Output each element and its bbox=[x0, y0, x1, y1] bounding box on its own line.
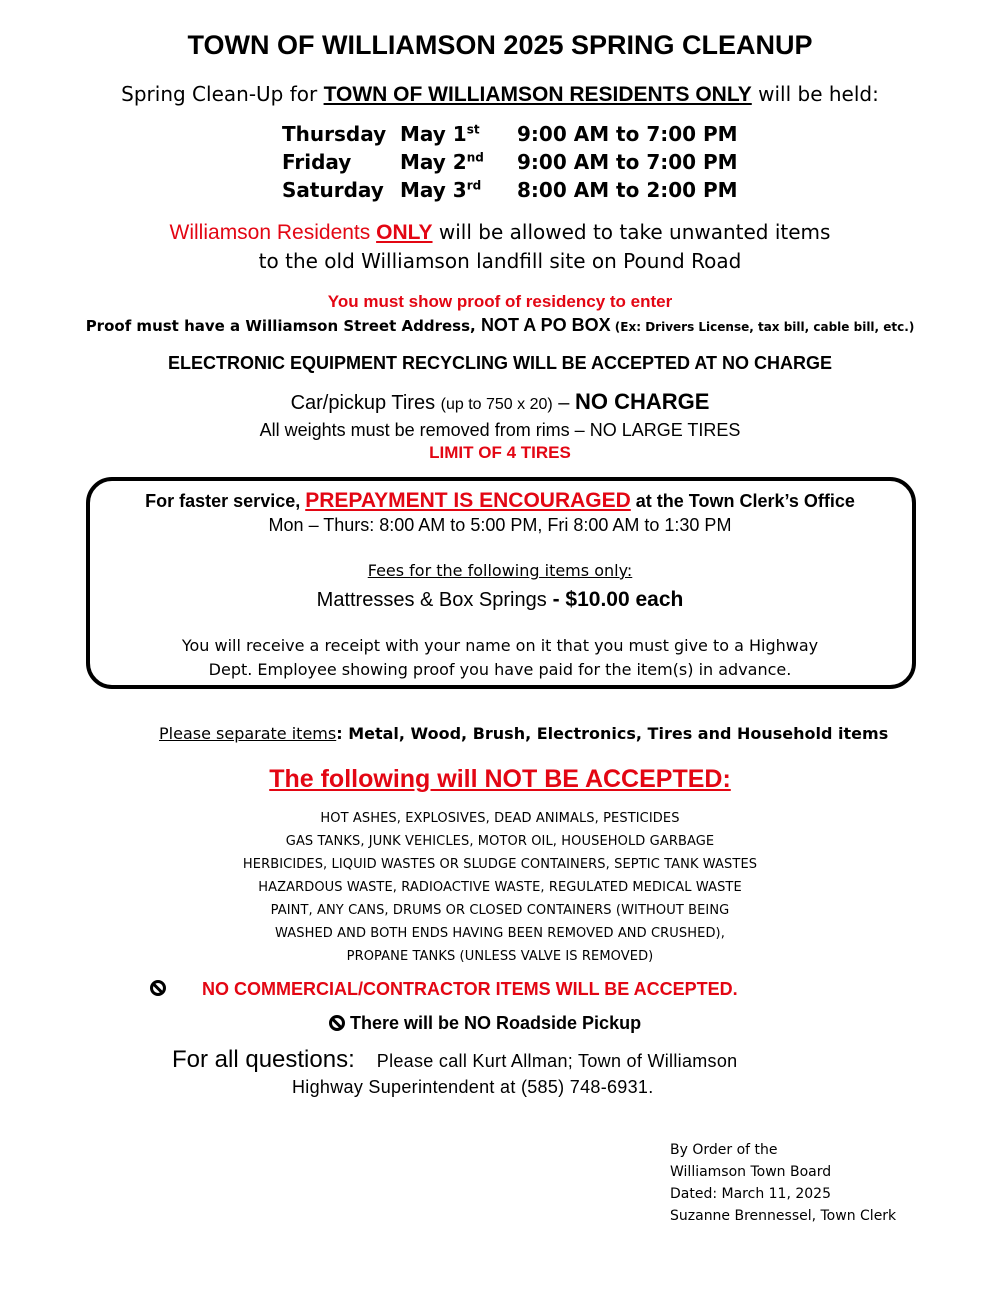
schedule-row-thursday bbox=[282, 122, 762, 150]
residents-red: Williamson Residents bbox=[169, 221, 377, 244]
fees-label: Fees for the following items only: bbox=[367, 561, 633, 580]
schedule-time: 9:00 AM to 7:00 PM bbox=[517, 122, 738, 146]
tires-line bbox=[0, 389, 1000, 415]
tires-dash: – bbox=[552, 392, 575, 414]
no-roadside-notice: There will be NO Roadside Pickup bbox=[350, 1013, 642, 1033]
schedule-day: Thursday bbox=[282, 122, 387, 146]
intro-line bbox=[0, 82, 1000, 107]
questions-line-2: Highway Superintendent at (585) 748-6931. bbox=[292, 1077, 654, 1097]
not-accepted-line: HOT ASHES, EXPLOSIVES, DEAD ANIMALS, PESTICIDES bbox=[320, 811, 680, 826]
questions-line bbox=[172, 1046, 737, 1074]
intro-pre: Spring Clean-Up for bbox=[121, 82, 324, 106]
fees-item: Mattresses & Box Springs bbox=[316, 589, 547, 611]
proof-bold: NOT A PO BOX bbox=[480, 315, 611, 335]
schedule-time: 8:00 AM to 2:00 PM bbox=[517, 178, 738, 202]
questions-text: Please call Kurt Allman; Town of Williamson bbox=[376, 1051, 738, 1071]
fees-price: - $10.00 each bbox=[546, 588, 684, 611]
electronics-notice: ELECTRONIC EQUIPMENT RECYCLING WILL BE ACCEPTED AT NO CHARGE bbox=[167, 353, 832, 373]
prepay-pre: For faster service, bbox=[145, 491, 306, 511]
fees-item-line bbox=[0, 588, 1000, 612]
schedule-row-friday bbox=[282, 150, 762, 178]
proof-line bbox=[0, 315, 1000, 336]
intro-bold: TOWN OF WILLIAMSON RESIDENTS ONLY bbox=[323, 83, 752, 106]
not-accepted-line: PROPANE TANKS (UNLESS VALVE IS REMOVED) bbox=[346, 949, 654, 964]
not-accepted-line: HERBICIDES, LIQUID WASTES OR SLUDGE CONTAINERS, SEPTIC TANK WASTES bbox=[242, 857, 758, 872]
proof-heading: You must show proof of residency to enter bbox=[327, 292, 673, 311]
not-accepted-heading: The following will NOT BE ACCEPTED: bbox=[269, 765, 731, 793]
schedule-date: May 2nd bbox=[400, 150, 484, 174]
no-symbol-icon bbox=[150, 980, 166, 996]
schedule-date: May 1st bbox=[400, 122, 480, 146]
signature-line: Dated: March 11, 2025 bbox=[670, 1186, 831, 1202]
prepay-post: at the Town Clerk’s Office bbox=[630, 491, 855, 511]
proof-pre: Proof must have a Williamson Street Address, bbox=[85, 317, 481, 335]
schedule-date: May 3rd bbox=[400, 178, 482, 202]
not-accepted-line: PAINT, ANY CANS, DRUMS OR CLOSED CONTAINERS (WITHOUT BEING bbox=[270, 903, 730, 918]
schedule bbox=[282, 122, 762, 212]
tires-size: (up to 750 x 20) bbox=[440, 396, 553, 413]
tires-weights: All weights must be removed from rims – NO LARGE TIRES bbox=[259, 420, 741, 440]
signature-line: Suzanne Brennessel, Town Clerk bbox=[670, 1208, 897, 1224]
schedule-day: Friday bbox=[282, 150, 352, 174]
separate-list: : Metal, Wood, Brush, Electronics, Tires and Household items bbox=[336, 724, 889, 743]
schedule-row-saturday bbox=[282, 178, 762, 206]
schedule-day: Saturday bbox=[282, 178, 384, 202]
separate-label: Please separate items bbox=[159, 724, 337, 743]
receipt-line-1: You will receive a receipt with your name on it that you must give to a Highway bbox=[181, 636, 819, 655]
prepay-red: PREPAYMENT IS ENCOURAGED bbox=[305, 489, 631, 512]
residents-line bbox=[0, 220, 1000, 245]
prepay-hours: Mon – Thurs: 8:00 AM to 5:00 PM, Fri 8:00 AM to 1:30 PM bbox=[268, 515, 732, 535]
proof-examples: (Ex: Drivers License, tax bill, cable bill, etc.) bbox=[610, 320, 915, 334]
tires-no-charge: NO CHARGE bbox=[574, 389, 710, 414]
not-accepted-line: GAS TANKS, JUNK VEHICLES, MOTOR OIL, HOUSEHOLD GARBAGE bbox=[285, 834, 715, 849]
separate-items bbox=[159, 724, 888, 743]
tires-pre: Car/pickup Tires bbox=[290, 392, 441, 414]
not-accepted-line: WASHED AND BOTH ENDS HAVING BEEN REMOVED AND CRUSHED), bbox=[275, 926, 725, 941]
signature-line: Williamson Town Board bbox=[670, 1164, 832, 1180]
intro-post: will be held: bbox=[751, 82, 879, 106]
receipt-line-2: Dept. Employee showing proof you have paid for the item(s) in advance. bbox=[208, 660, 792, 679]
prepay-line bbox=[0, 489, 1000, 513]
no-commercial-notice: NO COMMERCIAL/CONTRACTOR ITEMS WILL BE ACCEPTED. bbox=[202, 979, 738, 999]
page-title: TOWN OF WILLIAMSON 2025 SPRING CLEANUP bbox=[187, 30, 813, 60]
no-symbol-icon bbox=[329, 1015, 345, 1031]
questions-label: For all questions: bbox=[172, 1046, 355, 1073]
not-accepted-line: HAZARDOUS WASTE, RADIOACTIVE WASTE, REGULATED MEDICAL WASTE bbox=[258, 880, 742, 895]
tires-limit: LIMIT OF 4 TIRES bbox=[429, 443, 571, 462]
residents-rest: will be allowed to take unwanted items bbox=[432, 220, 831, 244]
schedule-time: 9:00 AM to 7:00 PM bbox=[517, 150, 738, 174]
signature-line: By Order of the bbox=[670, 1142, 778, 1158]
residents-line-2: to the old Williamson landfill site on Pound Road bbox=[258, 249, 742, 273]
residents-only: ONLY bbox=[376, 221, 433, 244]
